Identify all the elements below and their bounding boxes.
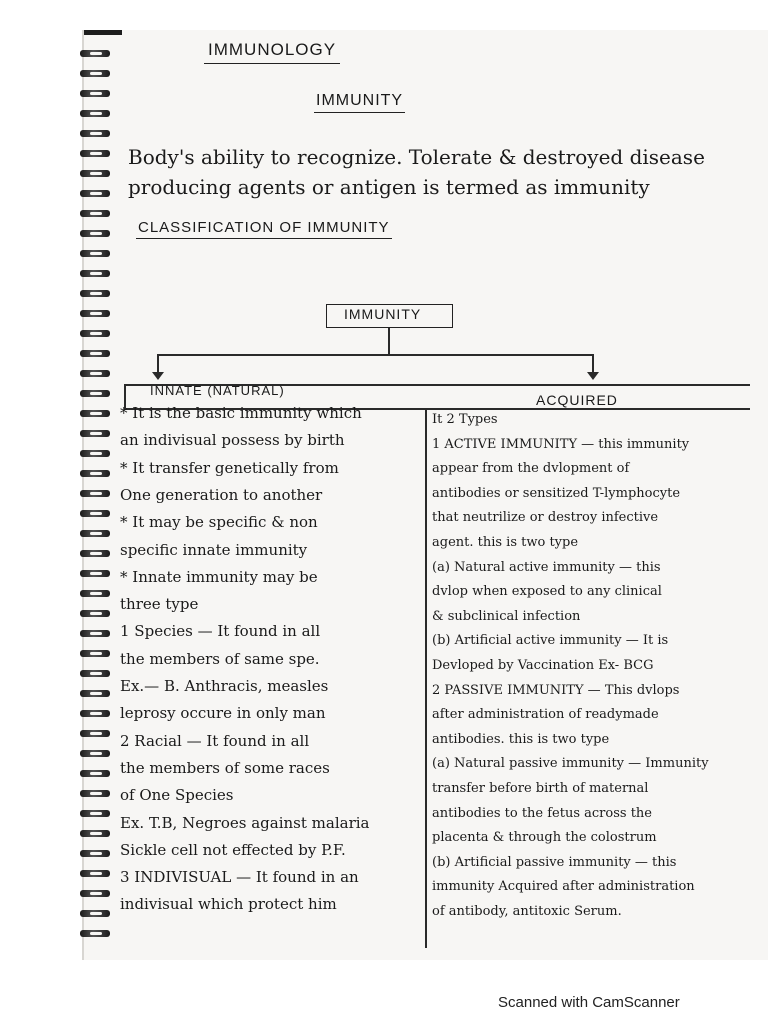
acquired-text-line: dvlop when exposed to any clinical xyxy=(432,584,662,600)
innate-text-line: specific innate immunity xyxy=(120,540,308,559)
spiral-coil xyxy=(80,250,110,257)
spiral-coil xyxy=(80,90,110,97)
innate-text-line: Sickle cell not effected by P.F. xyxy=(120,840,346,859)
spiral-coil xyxy=(80,870,110,877)
innate-text-line: 2 Racial — It found in all xyxy=(120,731,310,750)
innate-text-line: * It transfer genetically from xyxy=(120,458,339,477)
acquired-text-line: (b) Artificial passive immunity — this xyxy=(432,854,677,870)
spiral-coil xyxy=(80,530,110,537)
acquired-text-line: antibodies or sensitized T-lymphocyte xyxy=(432,485,681,501)
innate-text-line: the members of some races xyxy=(120,758,330,777)
left-arrow-head xyxy=(152,372,164,380)
spiral-coil xyxy=(80,50,110,57)
acquired-text-line: placenta & through the colostrum xyxy=(432,830,657,846)
acquired-text-line: transfer before birth of maternal xyxy=(432,781,649,796)
spiral-coil xyxy=(80,330,110,337)
innate-text-line: * Innate immunity may be xyxy=(120,567,318,586)
innate-text-line: Ex. T.B, Negroes against malaria xyxy=(120,813,370,832)
topic-title: IMMUNITY xyxy=(314,92,405,113)
scanner-watermark: Scanned with CamScanner xyxy=(498,994,680,1011)
tree-crossbar xyxy=(157,354,593,356)
spiral-coil xyxy=(80,730,110,737)
tree-stem xyxy=(388,328,390,354)
spiral-coil xyxy=(80,550,110,557)
classification-heading: CLASSIFICATION OF IMMUNITY xyxy=(136,219,392,239)
spiral-coil xyxy=(80,350,110,357)
acquired-text-line: antibodies to the fetus across the xyxy=(432,805,652,821)
innate-text-line: Ex.— B. Anthracis, measles xyxy=(120,677,329,695)
acquired-branch-label: ACQUIRED xyxy=(536,392,618,408)
spiral-coil xyxy=(80,130,110,137)
acquired-text-line: It 2 Types xyxy=(432,412,498,427)
innate-text-line: * It is the basic immunity which xyxy=(120,404,362,422)
page-corner-mark xyxy=(84,30,122,35)
spiral-coil xyxy=(80,510,110,517)
acquired-text-line: Devloped by Vaccination Ex- BCG xyxy=(432,658,654,673)
spiral-coil xyxy=(80,850,110,857)
acquired-text-line: (a) Natural active immunity — this xyxy=(432,559,661,575)
acquired-text-line: (b) Artificial active immunity — It is xyxy=(432,633,669,649)
spiral-coil xyxy=(80,650,110,657)
innate-text-line: 1 Species — It found in all xyxy=(120,622,321,641)
spiral-coil xyxy=(80,390,110,397)
spiral-coil xyxy=(80,670,110,677)
spiral-coil xyxy=(80,810,110,817)
spiral-coil xyxy=(80,890,110,897)
acquired-text-line: appear from the dvlopment of xyxy=(432,461,630,477)
spiral-coil xyxy=(80,430,110,437)
spiral-coil xyxy=(80,590,110,597)
spiral-coil xyxy=(80,290,110,297)
spiral-coil xyxy=(80,190,110,197)
acquired-text-line: & subclinical infection xyxy=(432,608,581,624)
innate-text-line: of One Species xyxy=(120,786,234,805)
acquired-text-line: (a) Natural passive immunity — Immunity xyxy=(432,756,709,772)
spiral-coil xyxy=(80,210,110,217)
spiral-coil xyxy=(80,830,110,837)
acquired-text-line: that neutrilize or destroy infective xyxy=(432,510,659,526)
innate-text-line: leprosy occure in only man xyxy=(120,704,326,723)
right-arrow-head xyxy=(587,372,599,380)
immunity-root-label: IMMUNITY xyxy=(344,306,422,322)
spiral-coil xyxy=(80,910,110,917)
spiral-coil xyxy=(80,110,110,117)
spiral-coil xyxy=(80,270,110,277)
innate-text-line: 3 INDIVISUAL — It found in an xyxy=(120,868,359,887)
innate-text-line: the members of same spe. xyxy=(120,649,320,668)
spiral-coil xyxy=(80,690,110,697)
column-divider xyxy=(425,408,427,948)
acquired-text-line: 2 PASSIVE IMMUNITY — This dvlops xyxy=(432,682,680,698)
spiral-coil xyxy=(80,710,110,717)
innate-text-line: * It may be specific & non xyxy=(120,513,318,532)
spiral-coil xyxy=(80,410,110,417)
spiral-coil xyxy=(80,610,110,617)
acquired-text-line: immunity Acquired after administration xyxy=(432,879,695,895)
innate-text-line: an indivisual possess by birth xyxy=(120,431,345,450)
innate-text-line: indivisual which protect him xyxy=(120,895,337,914)
spiral-coil xyxy=(80,630,110,637)
definition-line-1: Body's ability to recognize. Tolerate & destroyed disease xyxy=(128,145,705,169)
subject-title: IMMUNOLOGY xyxy=(204,40,340,64)
definition-line-2: producing agents or antigen is termed as immunity xyxy=(128,175,650,199)
innate-text-line: three type xyxy=(120,595,199,614)
spiral-coil xyxy=(80,570,110,577)
spiral-coil xyxy=(80,770,110,777)
spiral-coil xyxy=(80,70,110,77)
spiral-coil xyxy=(80,930,110,937)
acquired-text-line: 1 ACTIVE IMMUNITY — this immunity xyxy=(432,436,690,452)
innate-branch-label: INNATE (NATURAL) xyxy=(150,383,285,398)
spiral-coil xyxy=(80,370,110,377)
acquired-text-line: antibodies. this is two type xyxy=(432,731,610,747)
spiral-coil xyxy=(80,170,110,177)
spiral-coil xyxy=(80,490,110,497)
acquired-text-line: agent. this is two type xyxy=(432,535,579,550)
spiral-binding xyxy=(80,50,114,950)
spiral-coil xyxy=(80,230,110,237)
acquired-text-line: after administration of readymade xyxy=(432,707,659,723)
spiral-coil xyxy=(80,790,110,797)
spiral-coil xyxy=(80,150,110,157)
spiral-coil xyxy=(80,310,110,317)
spiral-coil xyxy=(80,450,110,457)
spiral-coil xyxy=(80,750,110,757)
innate-text-line: One generation to another xyxy=(120,485,323,504)
spiral-coil xyxy=(80,470,110,477)
acquired-text-line: of antibody, antitoxic Serum. xyxy=(432,904,622,919)
